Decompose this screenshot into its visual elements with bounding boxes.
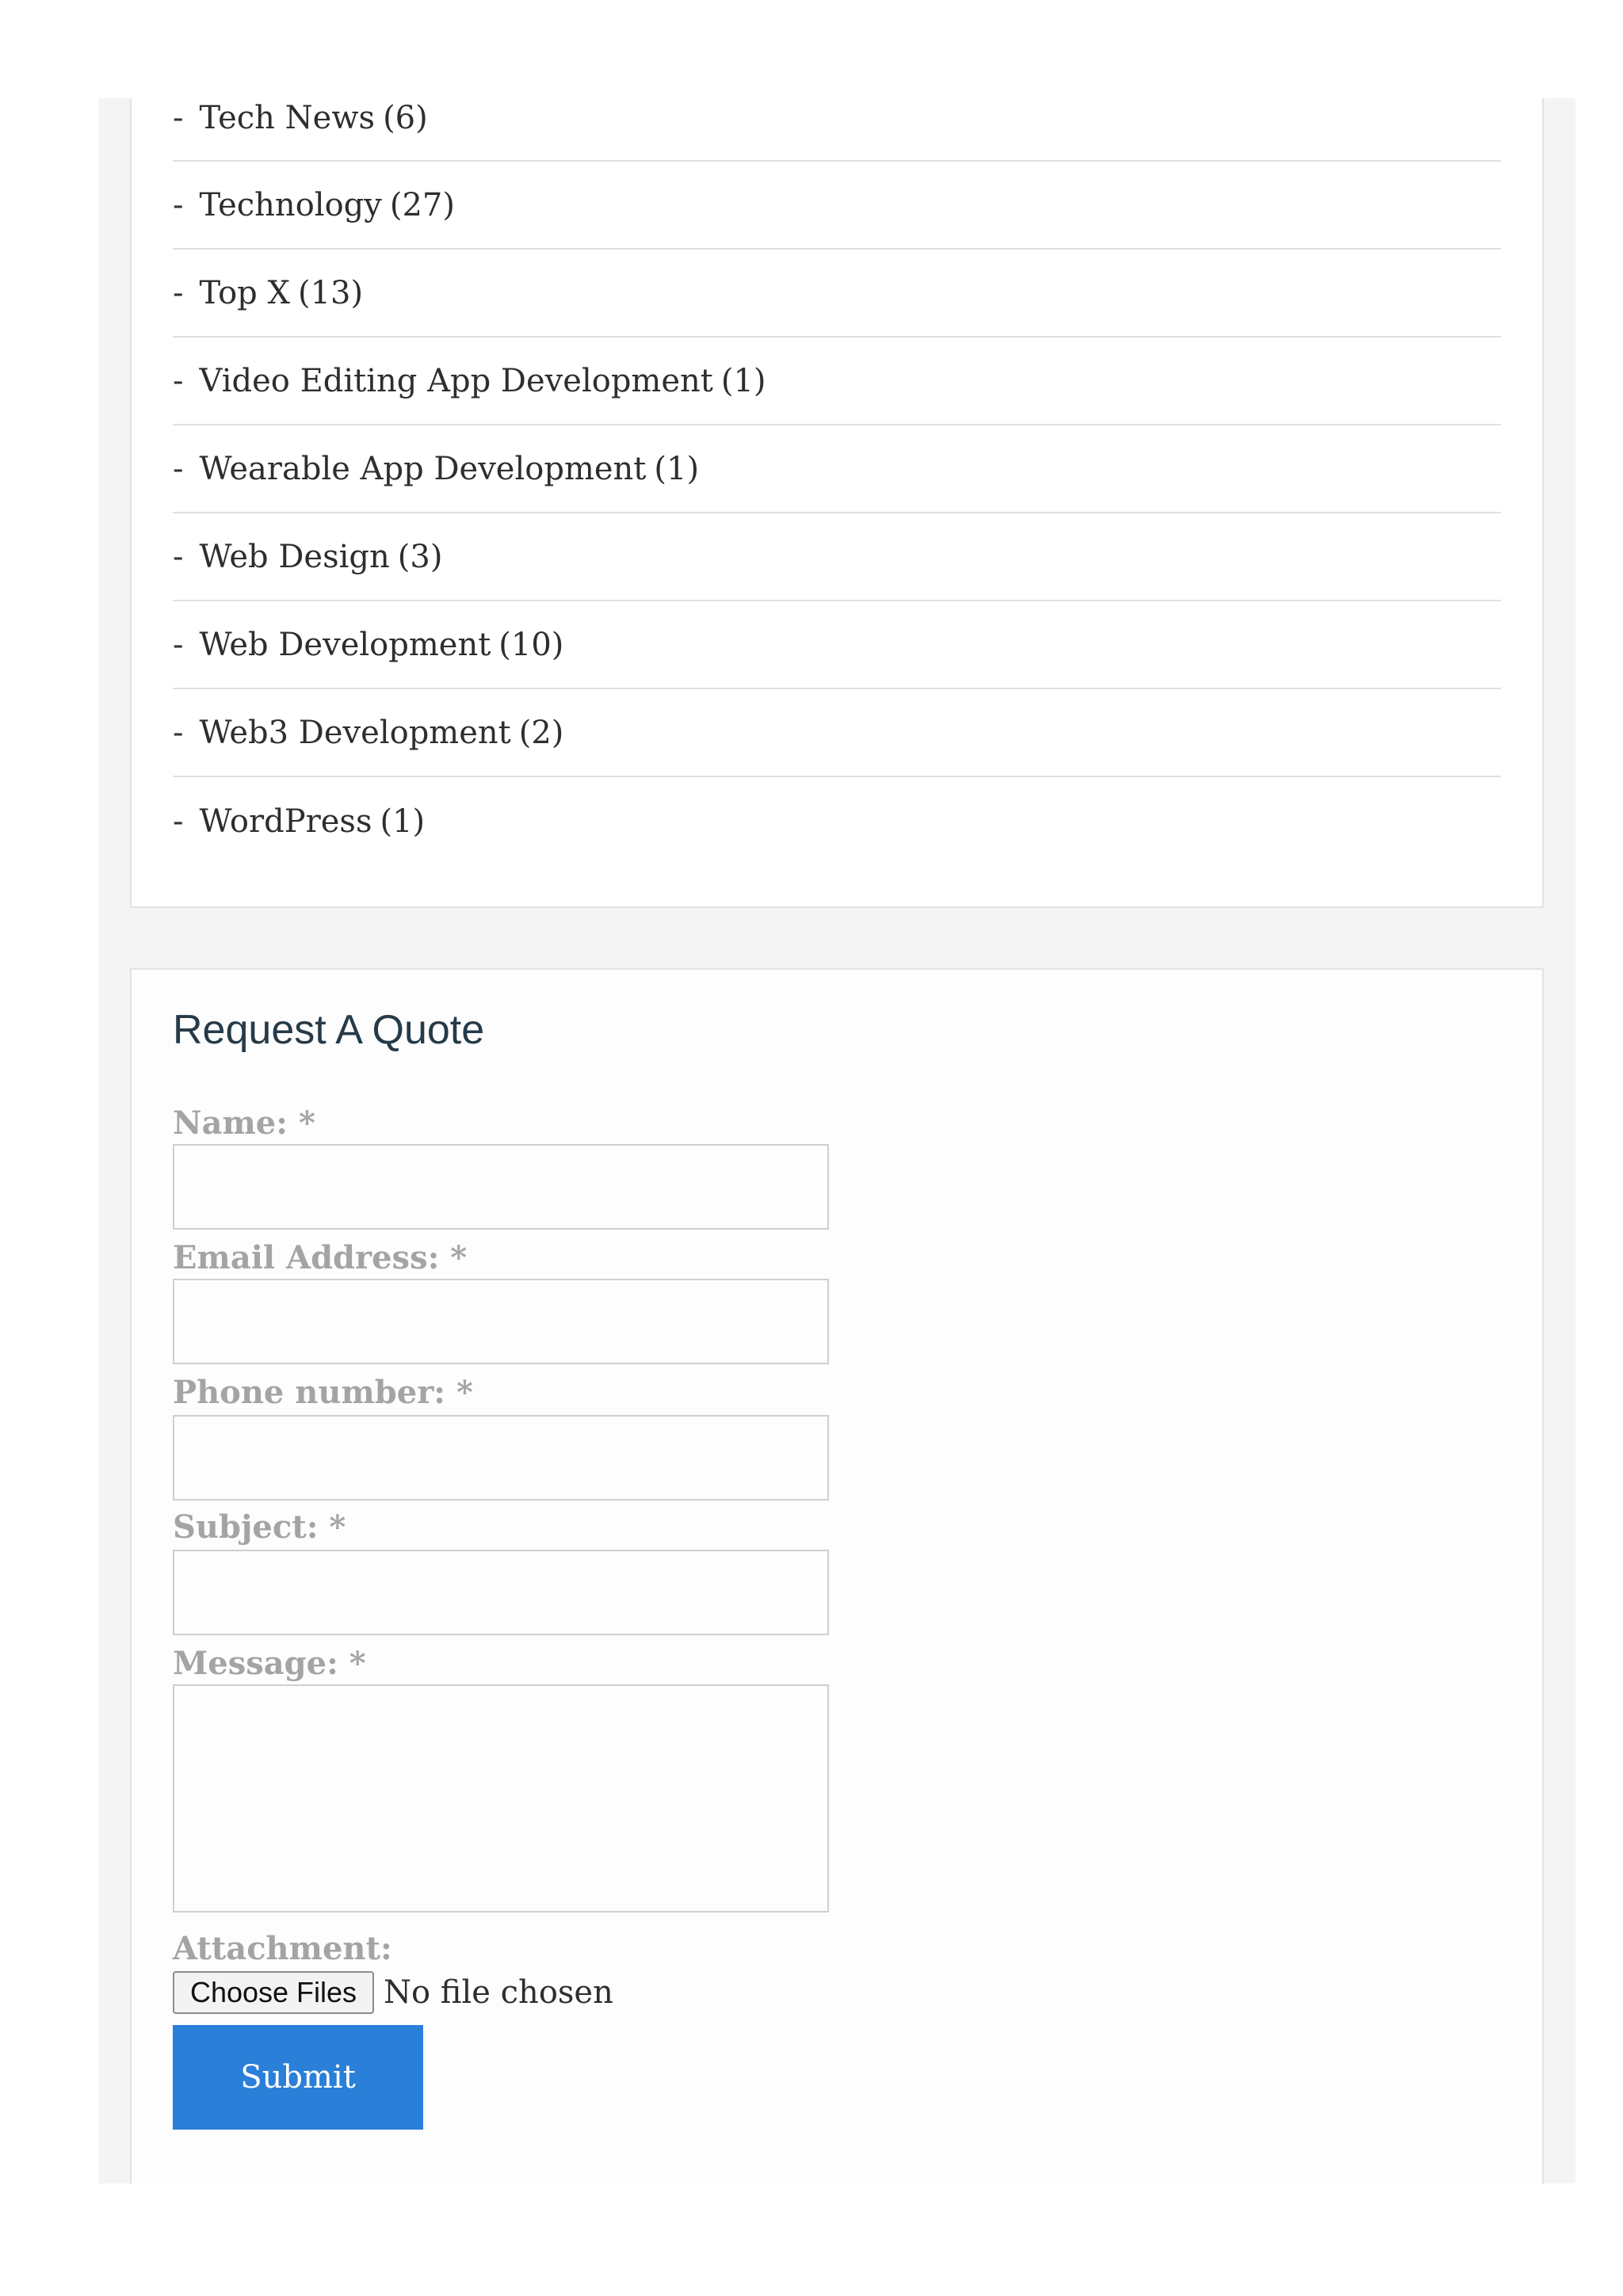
category-item[interactable]	[173, 513, 1501, 601]
category-item[interactable]	[173, 250, 1501, 338]
choose-files-button[interactable]: Choose Files	[173, 1971, 374, 2014]
category-link[interactable]: Web Design	[199, 538, 390, 575]
category-count: (13)	[297, 274, 364, 311]
category-link[interactable]: Web3 Development	[199, 714, 511, 751]
submit-button[interactable]: Submit	[173, 2025, 423, 2130]
list-dash: -	[173, 803, 184, 840]
category-item[interactable]	[173, 425, 1501, 513]
list-dash: -	[173, 186, 184, 223]
list-dash: -	[173, 450, 184, 487]
phone-label: Phone number: *	[173, 1374, 473, 1411]
subject-input[interactable]	[173, 1550, 829, 1635]
name-label: Name: *	[173, 1104, 315, 1142]
category-item[interactable]	[173, 162, 1501, 250]
subject-label: Subject: *	[173, 1508, 346, 1546]
category-link[interactable]: Technology	[199, 186, 382, 223]
file-status-text: No file chosen	[384, 1974, 613, 2011]
category-count: (1)	[720, 362, 766, 399]
list-dash: -	[173, 714, 184, 751]
category-link[interactable]: Top X	[199, 274, 290, 311]
category-count: (27)	[389, 186, 455, 223]
category-count: (1)	[380, 803, 426, 840]
category-count: (10)	[498, 626, 564, 663]
categories-widget	[130, 98, 1544, 908]
category-item[interactable]	[173, 98, 1501, 162]
category-count: (6)	[383, 100, 428, 136]
attachment-label: Attachment:	[173, 1930, 392, 1967]
phone-input[interactable]	[173, 1415, 829, 1501]
category-count: (2)	[518, 714, 564, 751]
category-link[interactable]: Tech News	[199, 100, 376, 136]
category-item[interactable]	[173, 601, 1501, 689]
list-dash: -	[173, 274, 184, 311]
name-input[interactable]	[173, 1144, 829, 1230]
message-label: Message: *	[173, 1645, 366, 1682]
email-label: Email Address: *	[173, 1239, 468, 1276]
list-dash: -	[173, 100, 184, 136]
list-dash: -	[173, 626, 184, 663]
file-input	[173, 1971, 613, 2014]
category-item[interactable]	[173, 777, 1501, 865]
list-dash: -	[173, 362, 184, 399]
message-textarea[interactable]	[173, 1684, 829, 1913]
category-count: (1)	[654, 450, 700, 487]
category-count: (3)	[397, 538, 443, 575]
category-link[interactable]: Wearable App Development	[199, 450, 647, 487]
category-item[interactable]	[173, 338, 1501, 425]
category-link[interactable]: Video Editing App Development	[199, 362, 713, 399]
quote-form-widget	[130, 968, 1544, 2183]
email-input[interactable]	[173, 1279, 829, 1364]
list-dash: -	[173, 538, 184, 575]
category-list	[173, 98, 1501, 865]
category-link[interactable]: WordPress	[199, 803, 372, 840]
category-item[interactable]	[173, 689, 1501, 777]
category-link[interactable]: Web Development	[199, 626, 491, 663]
form-title: Request A Quote	[173, 1007, 485, 1053]
